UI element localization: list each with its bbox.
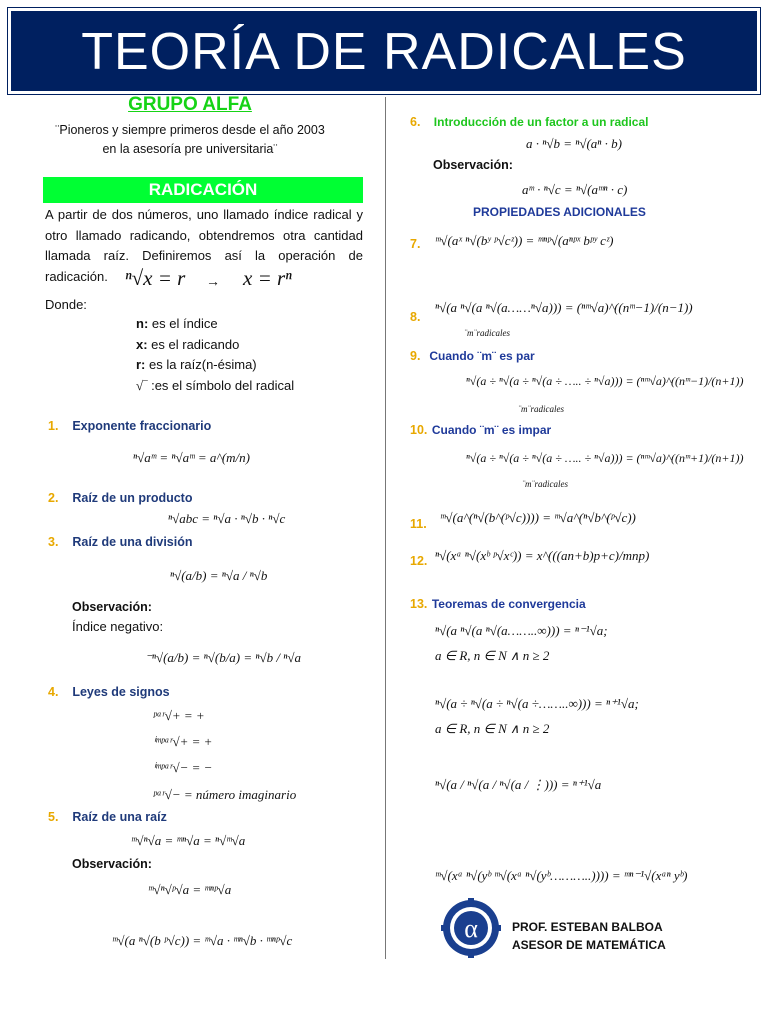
sign-law-1: ᵖᵃʳ√+ = + [153,708,205,723]
section-12-formula: ⁿ√(xᵃ ⁿ√(xᵇ ᵖ√xᶜ)) = x^(((an+b)p+c)/mnp) [435,548,650,563]
definition-r: r: es la raíz(n-ésima) [136,357,257,372]
convergence-formula-2: ⁿ√(a ÷ ⁿ√(a ÷ ⁿ√(a ÷……..∞))) = ⁿ⁺¹√a; [435,696,639,711]
section-2-heading: 2. Raíz de un producto [48,491,193,505]
group-name: GRUPO ALFA [128,94,252,115]
negative-index-formula: ⁻ⁿ√(a/b) = ⁿ√(b/a) = ⁿ√b / ⁿ√a [145,650,301,665]
definitions-list [136,314,294,396]
section-9-heading: 9. Cuando ¨m¨ es par [410,349,535,363]
section-8-formula: ⁿ√(a ⁿ√(a ⁿ√(a……ⁿ√a))) = (ⁿᵐ√a)^((nᵐ−1)/(n−1)) [435,300,693,315]
section-10-note: ¨m¨radicales [522,479,568,489]
sign-law-4: ᵖᵃʳ√− = número imaginario [153,787,297,802]
observation-label-2: Observación: [72,857,152,871]
propiedades-adicionales-heading: PROPIEDADES ADICIONALES [473,205,646,219]
slogan [40,121,340,159]
radicacion-intro: A partir de dos números, uno llamado índice radical y otro llamado radicando, obtendremos otra cantidad llamada raíz. Definiremos así la operación de radicación. [45,207,363,284]
negative-index-label: Índice negativo: [72,619,164,634]
observation-label-1: Observación: [72,600,152,614]
definition-formula-right: x = rⁿ [243,266,292,290]
convergence-condition-1: a ∈ R, n ∈ N ∧ n ≥ 2 [435,648,550,663]
section-11-number: 11. [410,517,427,531]
definition-n: n: es el índice [136,316,218,331]
nested-product-formula: ᵐ√(a ⁿ√(b ᵖ√c)) = ᵐ√a · ᵐⁿ√b · ᵐⁿᵖ√c [112,933,293,948]
section-13-heading: 13. Teoremas de convergencia [410,597,586,611]
section-12-number: 12. [410,554,428,568]
definition-x: x: es el radicando [136,336,240,352]
convergence-condition-2: a ∈ R, n ∈ N ∧ n ≥ 2 [435,721,550,736]
signature-name: PROF. ESTEBAN BALBOA [512,920,663,934]
column-divider [385,97,386,959]
convergence-formula-1: ⁿ√(a ⁿ√(a ⁿ√(a……..∞))) = ⁿ⁻¹√a; [435,623,608,638]
section-2-formula: ⁿ√abc = ⁿ√a · ⁿ√b · ⁿ√c [168,511,286,526]
section-1-heading: 1. Exponente fraccionario [48,419,212,433]
section-9-formula: ⁿ√(a ÷ ⁿ√(a ÷ ⁿ√(a ÷ ….. ÷ ⁿ√a))) = (ⁿᵐ√a)^((nᵐ−1)/(n+1)) [466,374,744,388]
section-11-formula: ᵐ√(a^(ⁿ√(b^(ᵖ√c)))) = ᵐ√a^(ⁿ√b^(ᵖ√c)) [440,510,636,525]
observation-label-3: Observación: [433,158,513,172]
sign-law-3: ⁱᵐᵖᵃʳ√− = − [153,760,213,775]
signature-role: ASESOR DE MATEMÁTICA [512,938,666,952]
section-6-formula: a · ⁿ√b = ⁿ√(aⁿ · b) [526,136,622,151]
sign-law-2: ⁱᵐᵖᵃʳ√+ = + [153,734,213,749]
section-3-formula: ⁿ√(a/b) = ⁿ√a / ⁿ√b [170,568,268,583]
section-5-heading: 5. Raíz de una raíz [48,810,167,824]
observation-2-formula: ᵐ√ⁿ√ᵖ√a = ᵐⁿᵖ√a [148,882,232,897]
observation-3-formula: aᵐ · ⁿ√c = ⁿ√(aᵐⁿ · c) [522,182,628,197]
section-8-note: ¨m¨radicales [464,328,510,338]
signature [512,918,666,954]
convergence-formula-4: ᵐ√(xᵃ ⁿ√(yᵇ ᵐ√(xᵃ ⁿ√(yᵇ………..)))) = ᵐⁿ⁻¹√(xᵃⁿ yᵇ) [435,868,688,883]
section-1-formula: ⁿ√aᵐ = ⁿ√aᵐ = a^(m/n) [133,450,250,465]
section-9-note: ¨m¨radicales [518,404,564,414]
slogan-line-1: ¨Pioneros y siempre primeros desde el año 2003 [55,123,325,137]
section-10-heading: 10. Cuando ¨m¨ es impar [410,423,552,437]
section-7-formula: ᵐ√(aˣ ⁿ√(bʸ ᵖ√cᶻ)) = ᵐⁿᵖ√(aⁿᵖˣ bᵖʸ cᶻ) [435,233,614,248]
convergence-formula-3: ⁿ√(a / ⁿ√(a / ⁿ√(a / ⋮))) = ⁿ⁺¹√a [435,777,602,792]
definition-formula-left: ⁿ√x = r [125,266,186,290]
section-6-heading: 6. Introducción de un factor a un radical [410,115,649,129]
definition-arrow: → [206,273,220,289]
section-4-heading: 4. Leyes de signos [48,685,170,699]
section-3-heading: 3. Raíz de una división [48,535,193,549]
alpha-logo [441,898,501,958]
section-5-formula: ᵐ√ⁿ√a = ᵐⁿ√a = ⁿ√ᵐ√a [131,833,246,848]
section-8-number: 8. [410,310,421,324]
section-10-formula: ⁿ√(a ÷ ⁿ√(a ÷ ⁿ√(a ÷ ….. ÷ ⁿ√a))) = (ⁿᵐ√a)^((nᵐ+1)/(n+1)) [466,451,744,465]
donde-label: Donde: [45,297,87,312]
svg-text:α: α [464,914,478,943]
radicacion-heading: RADICACIÓN [43,177,363,203]
definition-radical-symbol: √‾ :es el símbolo del radical [136,377,295,393]
slogan-line-2: en la asesoría pre universitaria¨ [102,142,278,156]
section-7-number: 7. [410,237,421,251]
page-title: TEORÍA DE RADICALES [8,8,760,94]
